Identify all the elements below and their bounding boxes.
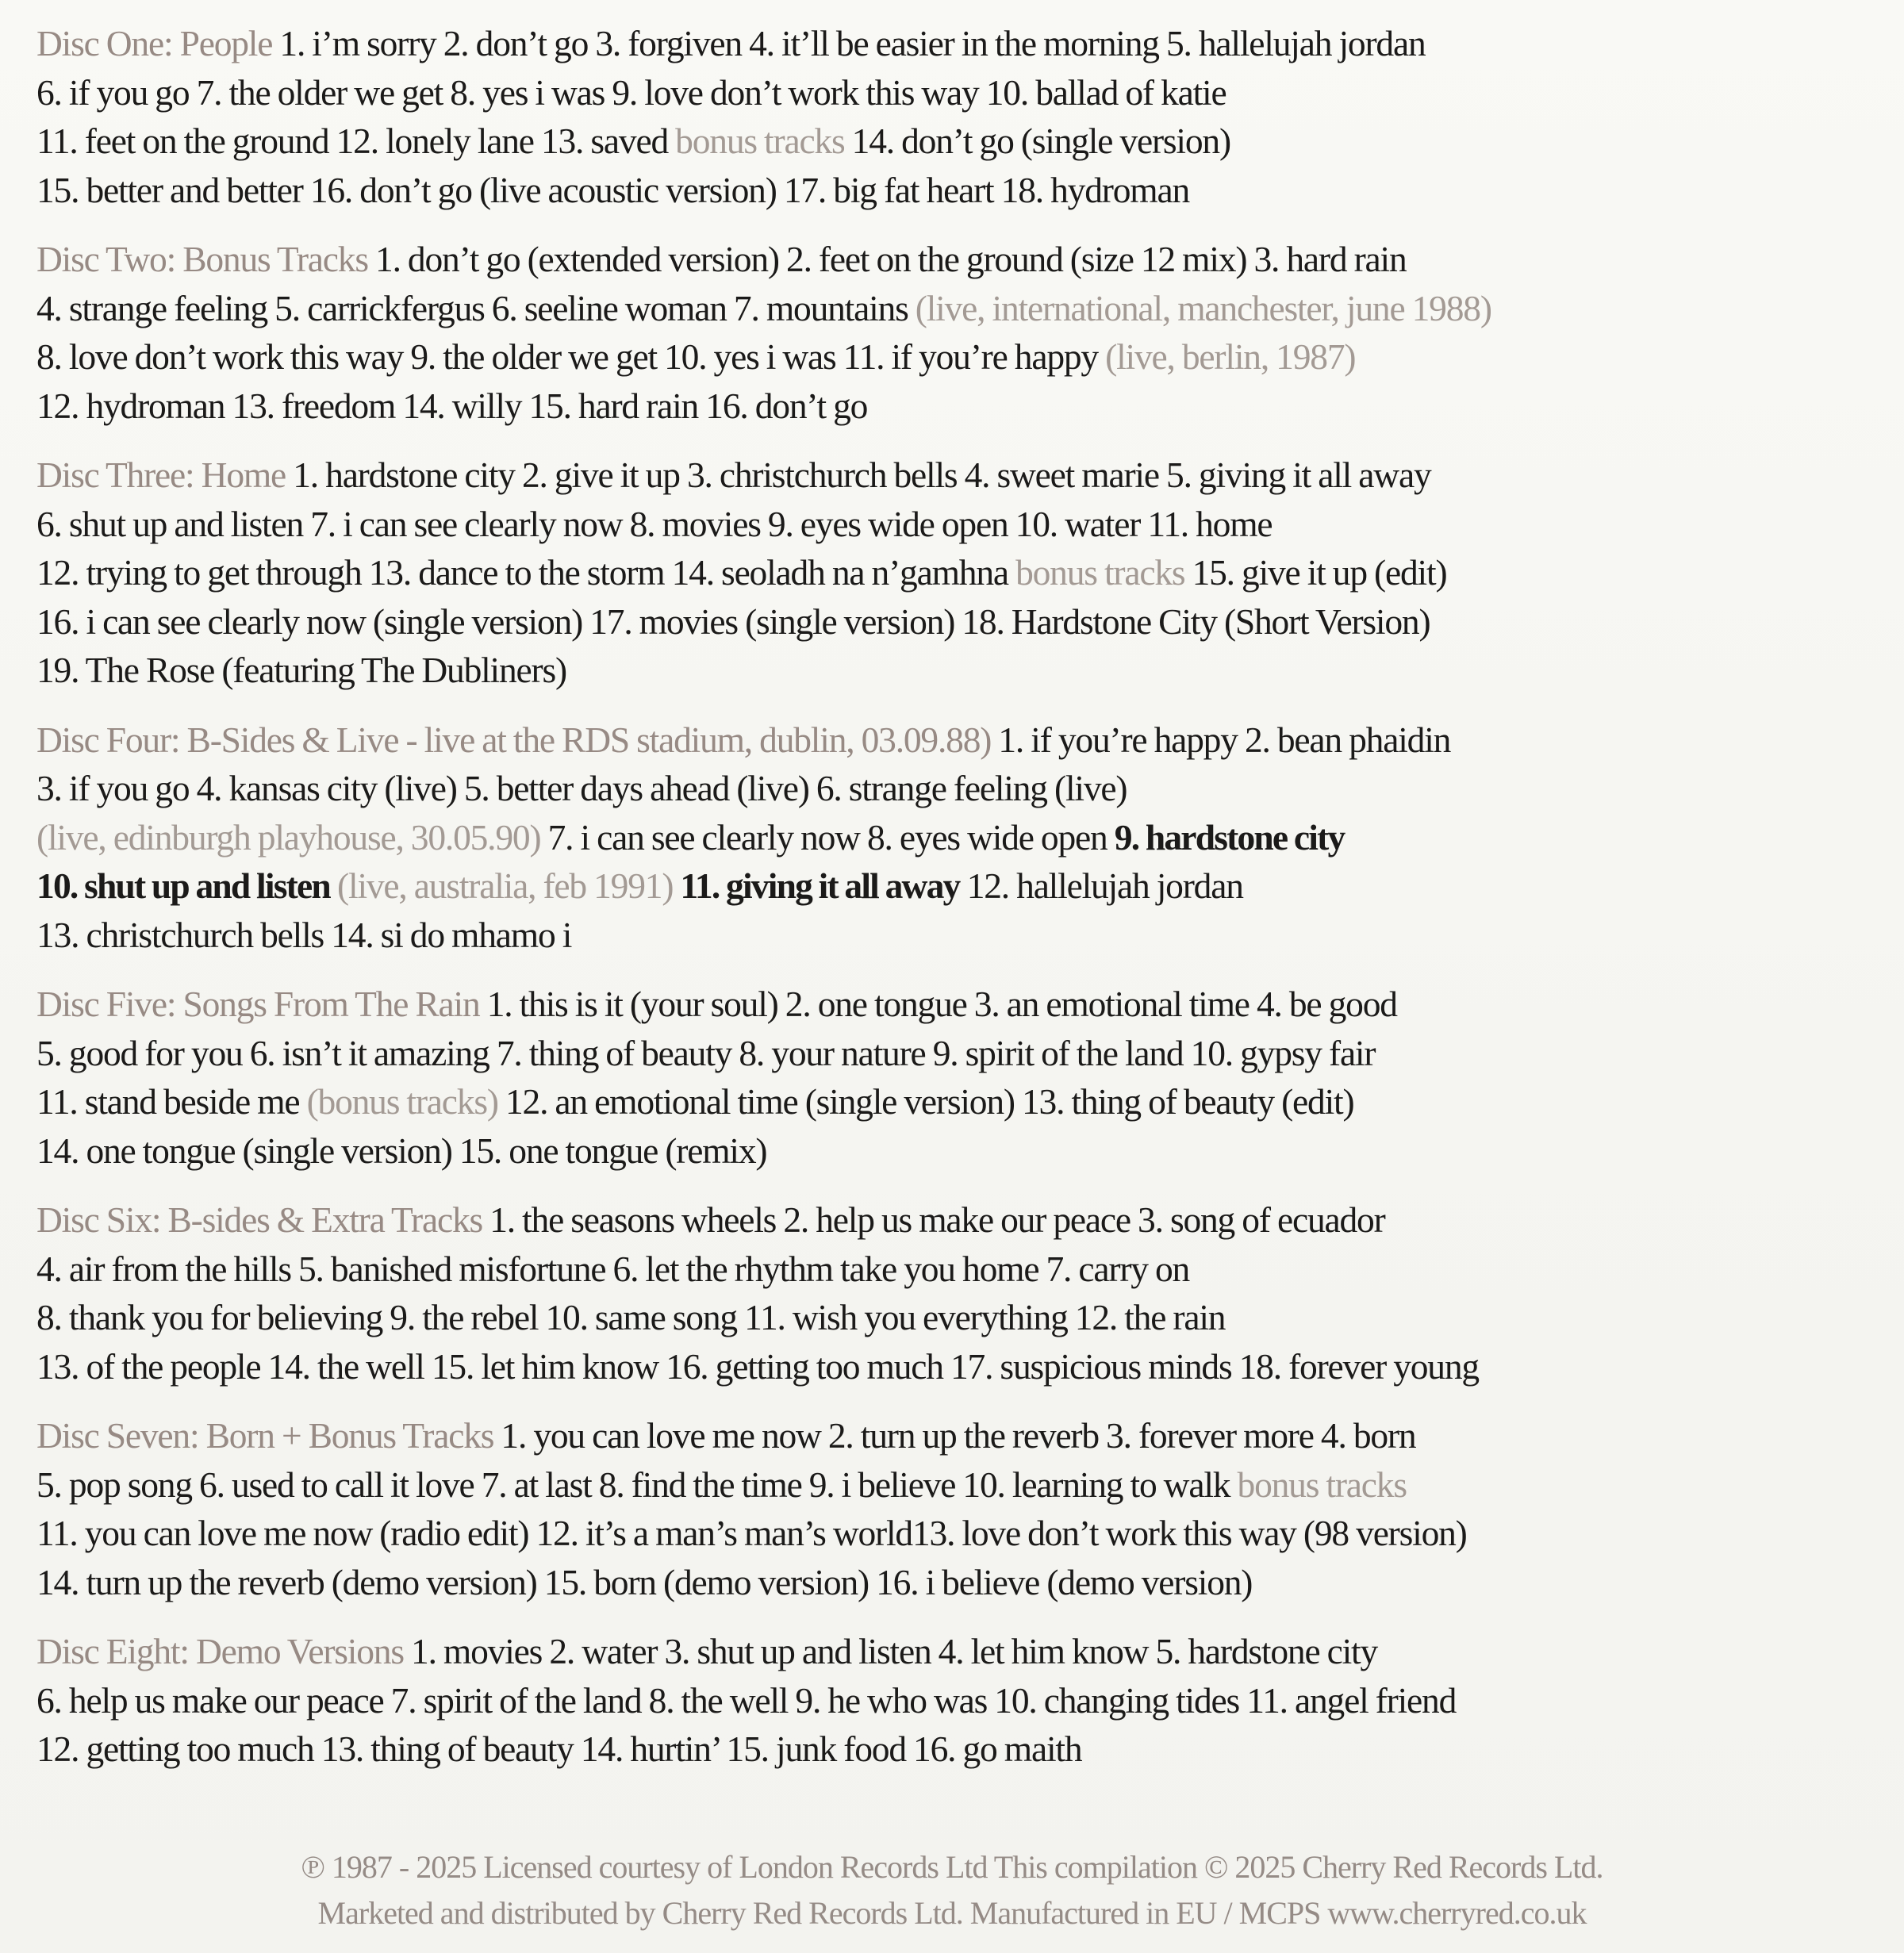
disc-title: Disc Three: Home — [36, 455, 286, 495]
track-line — [36, 1029, 1885, 1078]
track-text: 1. don’t go (extended version) 2. feet on the ground (size 12 mix) 3. hard rain — [367, 239, 1407, 279]
track-line — [36, 597, 1885, 647]
track-text: 12. hydroman 13. freedom 14. willy 15. hard rain 16. don’t go — [36, 385, 868, 426]
track-text: 13. of the people 14. the well 15. let him know 16. getting too much 17. suspicious minds 18. forever young — [36, 1345, 1479, 1387]
disc-six-block — [36, 1195, 1885, 1391]
track-text: 15. give it up (edit) — [1184, 552, 1447, 593]
track-line — [36, 980, 1885, 1029]
track-text: 5. pop song 6. used to call it love 7. at last 8. find the time 9. i believe 10. learning to walk — [36, 1464, 1238, 1505]
track-text: 1. movies 2. water 3. shut up and listen 4. let him know 5. hardstone city — [403, 1631, 1378, 1671]
track-line — [36, 764, 1885, 813]
track-line — [36, 117, 1885, 166]
track-text-bold: 11. giving it all away — [680, 865, 960, 906]
track-line — [36, 1342, 1885, 1391]
section-note: bonus tracks — [675, 121, 845, 161]
disc-title: Disc One: People — [36, 23, 273, 63]
disc-title: Disc Two: Bonus Tracks — [36, 239, 368, 279]
track-text: 1. if you’re happy 2. bean phaidin — [991, 719, 1451, 760]
track-line — [36, 68, 1885, 117]
track-line — [36, 813, 1885, 862]
disc-two-block — [36, 235, 1885, 430]
disc-title: Disc Six: B-sides & Extra Tracks — [36, 1199, 483, 1240]
track-text: 12. getting too much 13. thing of beauty 14. hurtin’ 15. junk food 16. go maith — [36, 1729, 1082, 1769]
disc-seven-block — [36, 1411, 1885, 1606]
track-text: 1. you can love me now 2. turn up the reverb 3. forever more 4. born — [493, 1415, 1416, 1456]
track-text-bold: 10. shut up and listen — [36, 865, 330, 906]
copyright-footer — [0, 1844, 1904, 1936]
track-line — [36, 1077, 1885, 1126]
track-line — [36, 716, 1885, 765]
track-text: 5. good for you 6. isn’t it amazing 7. thing of beauty 8. your nature 9. spirit of the land 10. gypsy fair — [36, 1032, 1376, 1073]
section-note: (bonus tracks) — [306, 1081, 498, 1122]
track-line — [36, 1509, 1885, 1558]
section-note: (live, australia, feb 1991) — [337, 865, 674, 906]
track-text: 8. love don’t work this way 9. the older we get 10. yes i was 11. if you’re happy — [36, 336, 1106, 377]
track-text — [330, 865, 337, 906]
track-text: 11. you can love me now (radio edit) 12. it’s a man’s man’s world13. love don’t work this way (98 version) — [36, 1513, 1467, 1553]
disc-title: Disc Four: B-Sides & Live - live at the RDS stadium, dublin, 03.09.88) — [36, 719, 992, 760]
track-line — [36, 1293, 1885, 1342]
track-line — [36, 332, 1885, 382]
disc-one-block — [36, 19, 1885, 214]
track-line — [36, 1126, 1885, 1176]
track-line — [36, 861, 1885, 911]
disc-title: Disc Five: Songs From The Rain — [36, 984, 480, 1024]
track-line — [36, 1558, 1885, 1607]
disc-eight-block — [36, 1627, 1885, 1774]
track-text: 6. help us make our peace 7. spirit of the land 8. the well 9. he who was 10. changing tides 11. angel friend — [36, 1679, 1457, 1721]
track-text: 15. better and better 16. don’t go (live acoustic version) 17. big fat heart 18. hydroman — [36, 169, 1189, 210]
track-text: 1. hardstone city 2. give it up 3. christchurch bells 4. sweet marie 5. giving it all away — [286, 455, 1431, 495]
disc-title: Disc Eight: Demo Versions — [36, 1631, 404, 1671]
track-line — [36, 166, 1885, 215]
section-note: bonus tracks — [1015, 552, 1185, 593]
tracklist — [36, 19, 1885, 1794]
track-text: 6. if you go 7. the older we get 8. yes i was 9. love don’t work this way 10. ballad of katie — [36, 71, 1226, 113]
footer-line-2: Marketed and distributed by Cherry Red Records Ltd. Manufactured in EU / MCPS www.cherryred.co.uk — [317, 1895, 1587, 1931]
disc-five-block — [36, 980, 1885, 1175]
track-text: 12. trying to get through 13. dance to the storm 14. seoladh na n’gamhna — [36, 552, 1016, 593]
disc-title: Disc Seven: Born + Bonus Tracks — [36, 1415, 494, 1456]
track-line — [36, 19, 1885, 68]
section-note: (live, edinburgh playhouse, 30.05.90) — [36, 816, 541, 858]
track-text-bold: 9. hardstone city — [1114, 816, 1345, 858]
track-line — [36, 1411, 1885, 1460]
track-line — [36, 1460, 1885, 1510]
track-text: 1. the seasons wheels 2. help us make our peace 3. song of ecuador — [482, 1199, 1385, 1240]
track-line — [36, 1627, 1885, 1676]
track-text: 19. The Rose (featuring The Dubliners) — [36, 650, 566, 690]
track-text: 11. stand beside me — [36, 1081, 307, 1122]
track-line — [36, 646, 1885, 695]
track-text: 3. if you go 4. kansas city (live) 5. better days ahead (live) 6. strange feeling (live) — [36, 768, 1127, 808]
track-text: 13. christchurch bells 14. si do mhamo i — [36, 914, 572, 955]
track-line — [36, 1245, 1885, 1294]
section-note: (live, international, manchester, june 1988) — [915, 287, 1491, 328]
track-line — [36, 382, 1885, 431]
track-text: 14. turn up the reverb (demo version) 15. born (demo version) 16. i believe (demo version) — [36, 1561, 1253, 1602]
track-text: 12. hallelujah jordan — [959, 865, 1243, 906]
track-text: 12. an emotional time (single version) 13. thing of beauty (edit) — [497, 1081, 1354, 1122]
track-text: 16. i can see clearly now (single version) 17. movies (single version) 18. Hardstone City (Short Version) — [36, 600, 1430, 642]
track-line — [36, 235, 1885, 284]
section-note: bonus tracks — [1237, 1464, 1407, 1505]
track-line — [36, 548, 1885, 597]
track-line — [36, 1725, 1885, 1774]
footer-line-1: ℗ 1987 - 2025 Licensed courtesy of London Records Ltd This compilation © 2025 Cherry Red Records Ltd. — [301, 1849, 1603, 1885]
track-line — [36, 500, 1885, 549]
track-text: 14. don’t go (single version) — [844, 121, 1230, 161]
track-text: 14. one tongue (single version) 15. one tongue (remix) — [36, 1130, 767, 1171]
track-text: 1. this is it (your soul) 2. one tongue 3. an emotional time 4. be good — [479, 984, 1397, 1024]
track-text: 1. i’m sorry 2. don’t go 3. forgiven 4. it’ll be easier in the morning 5. hallelujah jordan — [272, 23, 1426, 63]
track-text: 7. i can see clearly now 8. eyes wide open — [540, 816, 1115, 858]
track-text: 4. air from the hills 5. banished misfortune 6. let the rhythm take you home 7. carry on — [36, 1248, 1190, 1289]
disc-four-block — [36, 716, 1885, 960]
track-text: 8. thank you for believing 9. the rebel 10. same song 11. wish you everything 12. the rain — [36, 1297, 1226, 1337]
track-text: 6. shut up and listen 7. i can see clearly now 8. movies 9. eyes wide open 10. water 11. home — [36, 503, 1273, 544]
track-line — [36, 451, 1885, 500]
track-line — [36, 911, 1885, 960]
section-note: (live, berlin, 1987) — [1105, 336, 1356, 377]
track-line — [36, 1676, 1885, 1725]
track-text: 4. strange feeling 5. carrickfergus 6. seeline woman 7. mountains — [36, 287, 916, 328]
disc-three-block — [36, 451, 1885, 695]
track-text: 11. feet on the ground 12. lonely lane 13. saved — [36, 121, 676, 161]
track-line — [36, 284, 1885, 333]
track-line — [36, 1195, 1885, 1245]
